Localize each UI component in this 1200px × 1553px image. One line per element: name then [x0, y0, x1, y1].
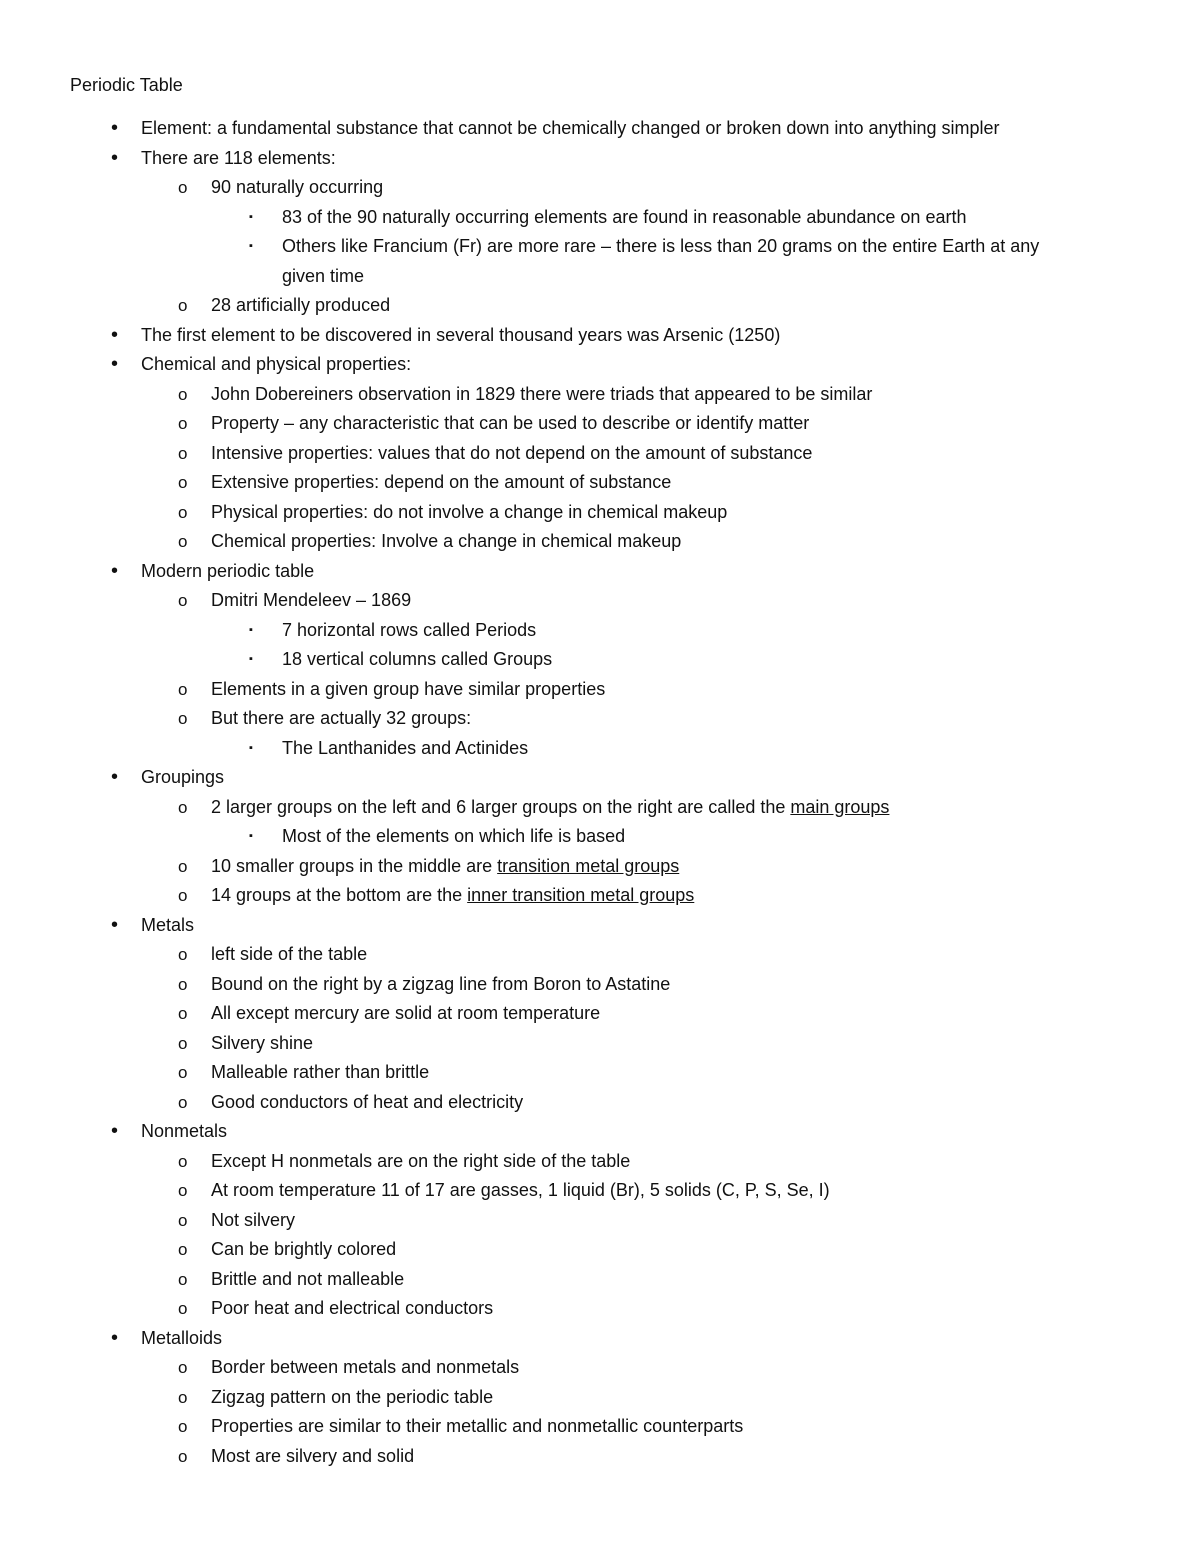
list-item-text: Border between metals and nonmetals [211, 1357, 520, 1377]
underlined-term: main groups [790, 796, 890, 817]
bullet-marker: ▪ [249, 623, 253, 636]
list-item [0, 1412, 1200, 1441]
list-item [0, 940, 1200, 969]
list-item-text: Brittle and not malleable [211, 1268, 405, 1289]
list-item-text: But there are actually 32 groups: [211, 708, 472, 728]
bullet-marker: o [178, 1417, 188, 1436]
list-item [0, 1235, 1200, 1264]
list-item [0, 350, 1200, 379]
list-item [0, 822, 1200, 851]
bullet-marker: o [178, 532, 188, 551]
bullet-marker: ▪ [249, 830, 253, 842]
bullet-marker: • [111, 766, 119, 788]
list-item-text: Elements in a given group have similar properties [211, 678, 606, 699]
list-item [0, 262, 1200, 291]
bullet-marker: o [178, 1092, 188, 1112]
list-item [0, 1088, 1200, 1117]
list-item [0, 203, 1200, 232]
list-item-text: 18 vertical columns called Groups [282, 649, 553, 669]
list-item-text: The Lanthanides and Actinides [282, 737, 529, 758]
bullet-marker: ▪ [249, 210, 253, 223]
bullet-marker: o [178, 1240, 188, 1259]
bullet-marker: o [178, 1004, 188, 1023]
list-item [0, 704, 1200, 733]
list-item [0, 144, 1200, 173]
list-item [0, 734, 1200, 763]
list-item [0, 586, 1200, 615]
bullet-marker: • [111, 1326, 119, 1349]
list-item [0, 852, 1200, 881]
list-item [0, 1206, 1200, 1235]
list-item [0, 439, 1200, 468]
list-item [0, 999, 1200, 1028]
bullet-marker: • [111, 117, 119, 139]
list-item-text: John Dobereiners observation in 1829 there were triads that appeared to be similar [211, 383, 873, 404]
list-item [0, 881, 1200, 910]
list-item [0, 911, 1200, 940]
list-item [0, 645, 1200, 674]
list-item-text: There are 118 elements: [141, 147, 336, 168]
bullet-marker: • [111, 353, 119, 375]
bullet-marker: o [178, 473, 188, 492]
list-item [0, 793, 1200, 822]
list-item-text: Most are silvery and solid [211, 1445, 415, 1466]
list-item-text: Bound on the right by a zigzag line from Boron to Astatine [211, 973, 671, 994]
bullet-marker: o [178, 945, 188, 964]
list-item-text: 10 smaller groups in the middle are transition metal groups [211, 855, 680, 876]
list-item-text: Element: a fundamental substance that cannot be chemically changed or broken down into anything simpler [141, 118, 1000, 138]
bullet-marker: • [111, 146, 119, 169]
underlined-term: transition metal groups [497, 855, 680, 876]
bullet-marker: o [178, 591, 188, 610]
list-item-text: 83 of the 90 naturally occurring elements are found in reasonable abundance on earth [282, 206, 967, 227]
list-item [0, 970, 1200, 999]
list-item-text: Dmitri Mendeleev – 1869 [211, 590, 412, 610]
list-item [0, 409, 1200, 438]
list-item-text: Nonmetals [141, 1121, 228, 1141]
list-item [0, 232, 1200, 261]
bullet-marker: o [178, 1210, 188, 1230]
list-item-text: The first element to be discovered in several thousand years was Arsenic (1250) [141, 324, 781, 345]
list-item-text: Property – any characteristic that can be used to describe or identify matter [211, 413, 810, 433]
list-item [0, 763, 1200, 792]
list-item-text: Intensive properties: values that do not depend on the amount of substance [211, 442, 813, 463]
list-item-text: Not silvery [211, 1209, 296, 1230]
list-item-text: 90 naturally occurring [211, 177, 384, 197]
list-item-text: Zigzag pattern on the periodic table [211, 1386, 494, 1407]
bullet-marker: o [178, 679, 188, 699]
list-item [0, 616, 1200, 645]
list-item [0, 291, 1200, 320]
underlined-term: inner transition metal groups [467, 885, 695, 905]
bullet-marker: o [178, 414, 188, 433]
list-item-text: Good conductors of heat and electricity [211, 1091, 524, 1112]
list-item [0, 1294, 1200, 1323]
page-title: Periodic Table [70, 75, 183, 95]
list-item [0, 1265, 1200, 1294]
list-item [0, 557, 1200, 586]
list-item [0, 675, 1200, 704]
list-item-text: All except mercury are solid at room temperature [211, 1003, 601, 1023]
list-item-text: Properties are similar to their metallic and nonmetallic counterparts [211, 1416, 744, 1436]
bullet-marker: o [178, 856, 188, 876]
list-item-text: 2 larger groups on the left and 6 larger groups on the right are called the main groups [211, 796, 890, 817]
list-item-text: Chemical and physical properties: [141, 354, 412, 374]
list-item [0, 380, 1200, 409]
bullet-marker: • [111, 559, 119, 582]
list-item-text: Metalloids [141, 1327, 223, 1348]
list-item [0, 1383, 1200, 1412]
bullet-marker: o [178, 1358, 188, 1377]
bullet-marker: o [178, 178, 188, 197]
bullet-marker: o [178, 1063, 188, 1082]
bullet-marker: o [178, 443, 188, 463]
list-item-text: 14 groups at the bottom are the inner transition metal groups [211, 885, 695, 905]
bullet-marker: o [178, 1299, 188, 1318]
list-item [0, 114, 1200, 143]
list-item-text: Silvery shine [211, 1032, 314, 1053]
bullet-marker: o [178, 1181, 188, 1200]
bullet-marker: • [111, 913, 119, 936]
list-item [0, 498, 1200, 527]
list-item-text: 7 horizontal rows called Periods [282, 619, 537, 640]
list-item-text: Modern periodic table [141, 560, 315, 581]
bullet-marker: o [178, 1033, 188, 1053]
list-item [0, 173, 1200, 202]
list-item-text: Others like Francium (Fr) are more rare – there is less than 20 grams on the entire Earth at any [282, 236, 1040, 256]
bullet-marker: ▪ [249, 741, 253, 754]
list-item [0, 1442, 1200, 1471]
list-item-text: Groupings [141, 767, 225, 787]
list-item [0, 1058, 1200, 1087]
list-item-text: Poor heat and electrical conductors [211, 1298, 494, 1318]
bullet-marker: o [178, 886, 188, 905]
list-item [0, 468, 1200, 497]
list-item [0, 1176, 1200, 1205]
list-item [0, 1353, 1200, 1382]
list-item [0, 1029, 1200, 1058]
list-item [0, 527, 1200, 556]
bullet-marker: o [178, 1151, 188, 1171]
bullet-marker: • [111, 323, 119, 346]
list-item [0, 1324, 1200, 1353]
bullet-marker: o [178, 502, 188, 522]
list-item [0, 1147, 1200, 1176]
list-item-text: Can be brightly colored [211, 1239, 397, 1259]
list-item-text: Metals [141, 914, 195, 935]
bullet-marker: o [178, 384, 188, 404]
list-item-text: Extensive properties: depend on the amount of substance [211, 472, 672, 492]
list-item-text: left side of the table [211, 944, 368, 964]
bullet-marker: ▪ [249, 653, 253, 665]
bullet-marker: o [178, 296, 188, 315]
list-item-text: 28 artificially produced [211, 295, 391, 315]
bullet-marker: • [111, 1120, 119, 1142]
list-item-text: Chemical properties: Involve a change in chemical makeup [211, 531, 682, 551]
bullet-marker: o [178, 1269, 188, 1289]
list-item-text: given time [282, 265, 365, 286]
bullet-marker: o [178, 974, 188, 994]
list-item-text: Physical properties: do not involve a change in chemical makeup [211, 501, 728, 522]
bullet-marker: o [178, 709, 188, 728]
bullet-marker: ▪ [249, 240, 253, 252]
list-item [0, 1117, 1200, 1146]
list-item-text: Most of the elements on which life is based [282, 826, 626, 846]
list-item [0, 321, 1200, 350]
bullet-marker: o [178, 1446, 188, 1466]
list-item-text: At room temperature 11 of 17 are gasses, 1 liquid (Br), 5 solids (C, P, S, Se, I) [211, 1180, 830, 1200]
bullet-marker: o [178, 797, 188, 817]
bullet-marker: o [178, 1387, 188, 1407]
list-item-text: Except H nonmetals are on the right side of the table [211, 1150, 631, 1171]
list-item-text: Malleable rather than brittle [211, 1062, 430, 1082]
